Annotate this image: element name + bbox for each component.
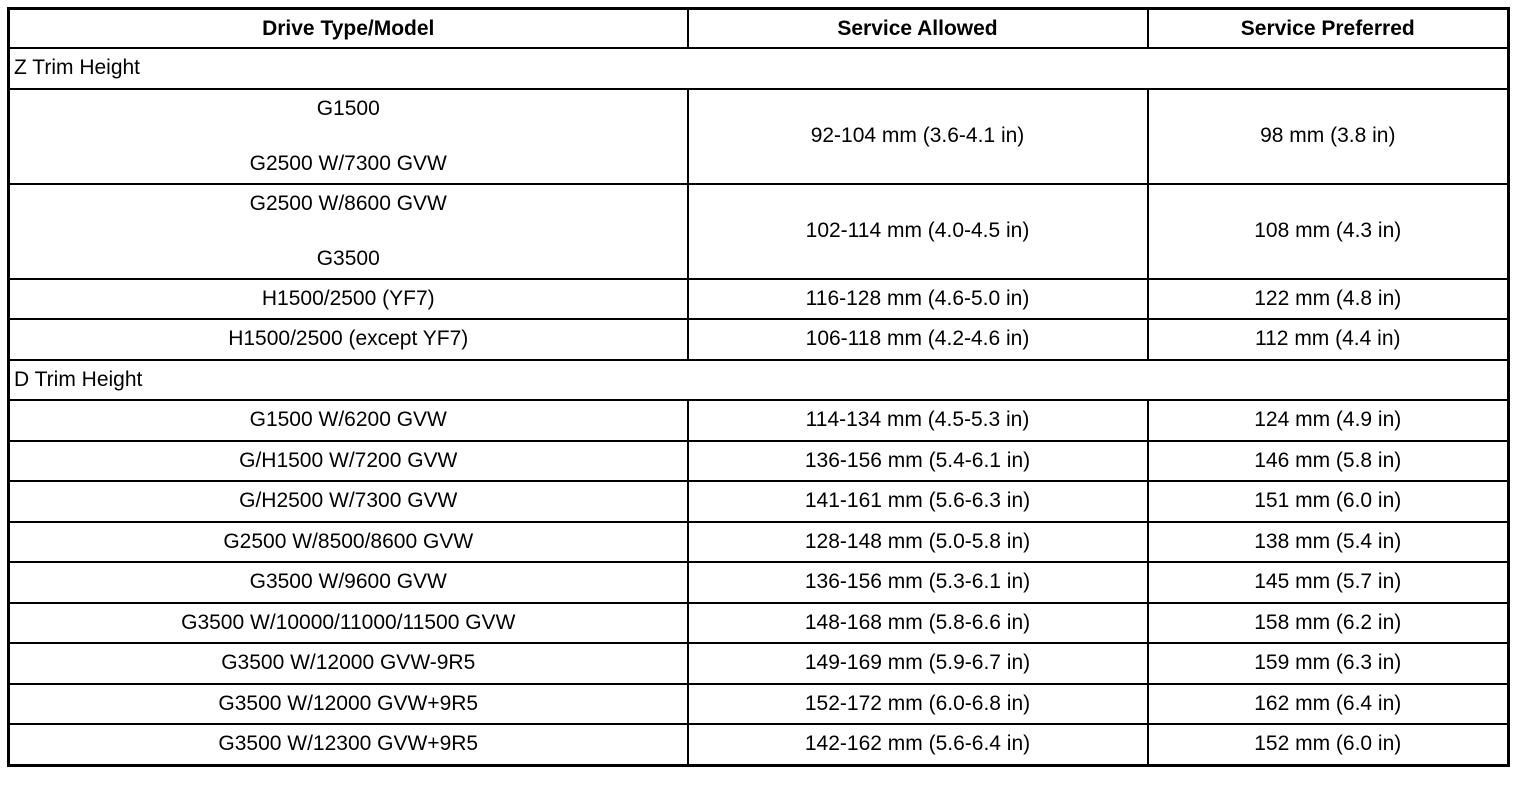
service-preferred-cell: 159 mm (6.3 in) — [1148, 643, 1509, 684]
service-preferred-cell: 122 mm (4.8 in) — [1148, 279, 1509, 320]
model-cell: G3500 W/10000/11000/11500 GVW — [9, 603, 688, 644]
service-allowed-cell: 92-104 mm (3.6-4.1 in) — [688, 89, 1148, 184]
model-cell: G/H1500 W/7200 GVW — [9, 441, 688, 482]
service-preferred-cell: 146 mm (5.8 in) — [1148, 441, 1509, 482]
service-allowed-cell: 128-148 mm (5.0-5.8 in) — [688, 522, 1148, 563]
model-cell: G3500 W/12000 GVW+9R5 — [9, 684, 688, 725]
service-preferred-cell: 98 mm (3.8 in) — [1148, 89, 1509, 184]
service-preferred-cell: 158 mm (6.2 in) — [1148, 603, 1509, 644]
table-row — [9, 481, 1509, 522]
section-row — [9, 360, 1509, 401]
table-row — [9, 279, 1509, 320]
table-row — [9, 684, 1509, 725]
section-row — [9, 48, 1509, 89]
service-allowed-cell: 136-156 mm (5.3-6.1 in) — [688, 562, 1148, 603]
service-preferred-cell: 112 mm (4.4 in) — [1148, 319, 1509, 360]
service-allowed-cell: 116-128 mm (4.6-5.0 in) — [688, 279, 1148, 320]
service-allowed-cell: 136-156 mm (5.4-6.1 in) — [688, 441, 1148, 482]
table-body — [9, 48, 1509, 765]
model-cell: H1500/2500 (except YF7) — [9, 319, 688, 360]
table-row — [9, 319, 1509, 360]
service-preferred-cell: 108 mm (4.3 in) — [1148, 184, 1509, 279]
section-label: Z Trim Height — [9, 48, 1509, 89]
header-drive-type-model: Drive Type/Model — [9, 9, 688, 49]
service-allowed-cell: 149-169 mm (5.9-6.7 in) — [688, 643, 1148, 684]
table-row — [9, 89, 1509, 184]
model-cell: G3500 W/12300 GVW+9R5 — [9, 724, 688, 765]
header-service-preferred: Service Preferred — [1148, 9, 1509, 49]
model-name: G2500 W/8600 GVW — [249, 191, 447, 215]
table-row — [9, 441, 1509, 482]
service-allowed-cell: 148-168 mm (5.8-6.6 in) — [688, 603, 1148, 644]
header-row — [9, 9, 1509, 49]
table-row — [9, 724, 1509, 765]
service-allowed-cell: 114-134 mm (4.5-5.3 in) — [688, 400, 1148, 441]
service-allowed-cell: 102-114 mm (4.0-4.5 in) — [688, 184, 1148, 279]
table-row — [9, 603, 1509, 644]
table-row — [9, 184, 1509, 279]
model-cell: G2500 W/8500/8600 GVW — [9, 522, 688, 563]
trim-height-spec-table — [7, 7, 1510, 767]
model-cell: G3500 W/12000 GVW-9R5 — [9, 643, 688, 684]
model-cell: G3500 W/9600 GVW — [9, 562, 688, 603]
service-preferred-cell: 151 mm (6.0 in) — [1148, 481, 1509, 522]
service-allowed-cell: 142-162 mm (5.6-6.4 in) — [688, 724, 1148, 765]
table-row — [9, 643, 1509, 684]
service-allowed-cell: 152-172 mm (6.0-6.8 in) — [688, 684, 1148, 725]
model-cell — [9, 89, 688, 184]
model-name: G3500 — [316, 246, 380, 270]
header-service-allowed: Service Allowed — [688, 9, 1148, 49]
service-allowed-cell: 106-118 mm (4.2-4.6 in) — [688, 319, 1148, 360]
model-cell: G/H2500 W/7300 GVW — [9, 481, 688, 522]
service-preferred-cell: 152 mm (6.0 in) — [1148, 724, 1509, 765]
service-preferred-cell: 162 mm (6.4 in) — [1148, 684, 1509, 725]
model-cell: G1500 W/6200 GVW — [9, 400, 688, 441]
table-row — [9, 522, 1509, 563]
service-allowed-cell: 141-161 mm (5.6-6.3 in) — [688, 481, 1148, 522]
model-cell — [9, 184, 688, 279]
table-row — [9, 400, 1509, 441]
model-name: G1500 — [316, 96, 380, 120]
section-label: D Trim Height — [9, 360, 1509, 401]
table-row — [9, 562, 1509, 603]
model-cell: H1500/2500 (YF7) — [9, 279, 688, 320]
service-preferred-cell: 145 mm (5.7 in) — [1148, 562, 1509, 603]
service-preferred-cell: 124 mm (4.9 in) — [1148, 400, 1509, 441]
model-name: G2500 W/7300 GVW — [249, 151, 447, 175]
service-preferred-cell: 138 mm (5.4 in) — [1148, 522, 1509, 563]
